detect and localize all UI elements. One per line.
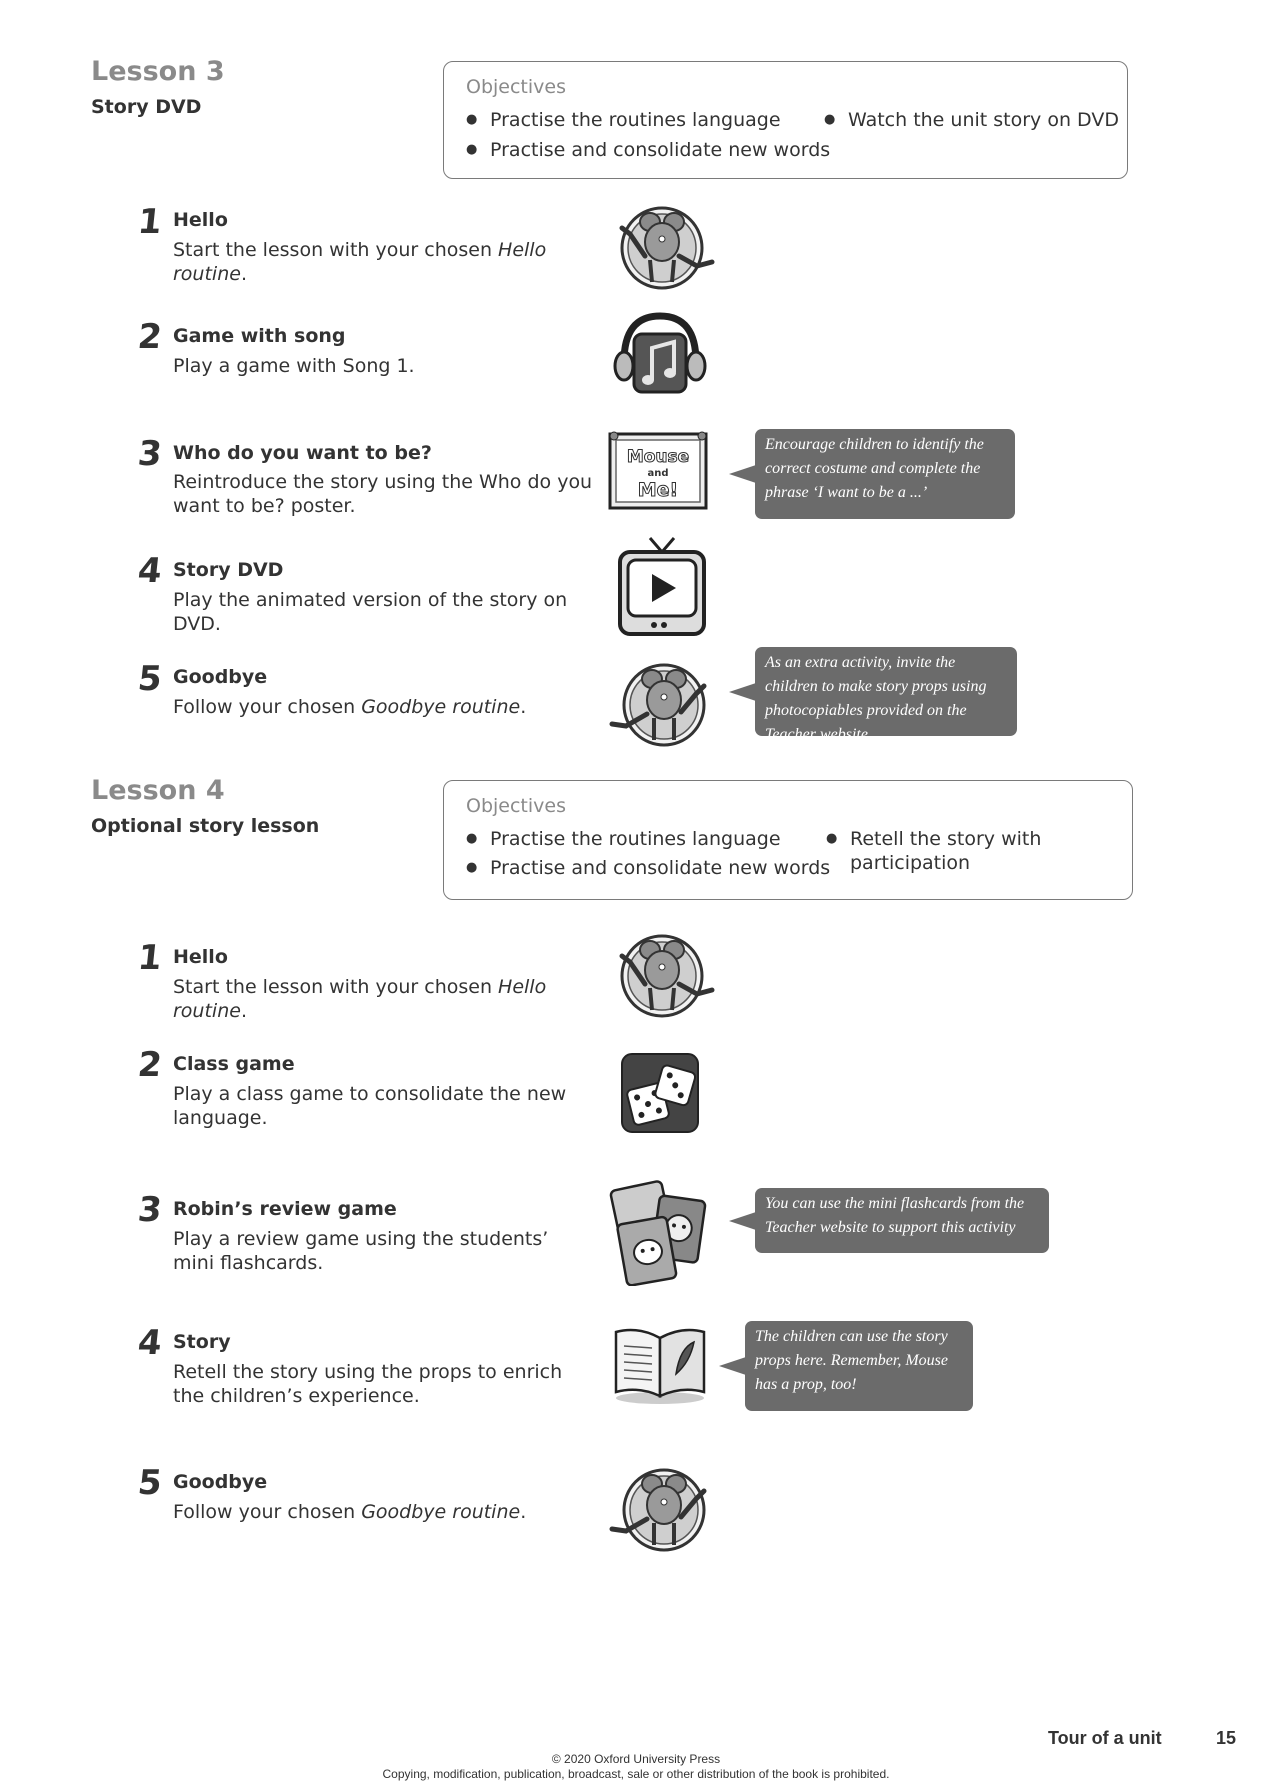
objective-item: ● Practise and consolidate new words	[466, 138, 830, 162]
lesson-4-subtitle: Optional story lesson	[91, 815, 320, 837]
flashcards-icon	[608, 1176, 712, 1286]
dice-icon	[620, 1052, 700, 1134]
teacher-tip-note: Encourage children to identify the correct costume and complete the phrase ‘I want to be a ...’	[755, 429, 1015, 519]
step-description: Play a class game to consolidate the new language.	[173, 1083, 567, 1129]
step-title: Game with song	[173, 325, 346, 347]
poster-text-line3: Me!	[637, 479, 679, 501]
step-description: Start the lesson with your chosen Hello routine.	[173, 976, 547, 1022]
step-number: 2	[135, 1045, 164, 1085]
copyright-line: © 2020 Oxford University Press	[551, 1752, 721, 1766]
step-description: Follow your chosen Goodbye routine.	[173, 696, 527, 718]
step-number: 4	[135, 551, 164, 591]
teacher-tip-note: The children can use the story props here. Remember, Mouse has a prop, too!	[745, 1321, 973, 1411]
open-book-icon	[610, 1318, 710, 1408]
step-title: Goodbye	[173, 1471, 268, 1493]
step-title: Story DVD	[173, 559, 284, 581]
step-title: Hello	[173, 209, 228, 231]
step-description: Play a review game using the students’ mini flashcards.	[173, 1228, 549, 1274]
mouse-goodbye-icon	[606, 1465, 716, 1555]
teacher-tip-note: You can use the mini flashcards from the Teacher website to support this activity	[755, 1188, 1049, 1253]
lesson-4-objectives-box	[443, 780, 1133, 900]
teacher-tip-note: As an extra activity, invite the children to make story props using photocopiables provided on the Teacher website	[755, 647, 1017, 736]
step-number: 2	[135, 317, 164, 357]
objective-item: ● Watch the unit story on DVD	[824, 108, 1119, 132]
step-title: Who do you want to be?	[173, 442, 432, 464]
headphones-music-icon	[612, 310, 708, 398]
step-title: Robin’s review game	[173, 1198, 397, 1220]
step-title: Hello	[173, 946, 228, 968]
step-description: Retell the story using the props to enrich the children’s experience.	[173, 1361, 563, 1407]
objectives-label: Objectives	[466, 795, 566, 817]
step-title: Story	[173, 1331, 231, 1353]
step-number: 3	[135, 1190, 164, 1230]
lesson-3-title: Lesson 3	[91, 56, 225, 87]
lesson-4-title: Lesson 4	[91, 775, 225, 806]
footer-copyright	[0, 1752, 1272, 1782]
step-number: 4	[135, 1323, 164, 1363]
objective-item: ● Practise and consolidate new words	[466, 856, 830, 880]
step-description: Play a game with Song 1.	[173, 355, 415, 377]
step-description: Reintroduce the story using the Who do you want to be? poster.	[173, 471, 593, 517]
footer-section-title: Tour of a unit	[1048, 1728, 1162, 1748]
objectives-label: Objectives	[466, 76, 566, 98]
tv-play-icon	[614, 534, 710, 640]
objective-item: ● Practise the routines language	[466, 827, 781, 851]
step-number: 5	[135, 1463, 164, 1503]
mouse-hello-icon	[612, 932, 722, 1020]
step-title: Goodbye	[173, 666, 268, 688]
rights-line: Copying, modification, publication, broadcast, sale or other distribution of the book is prohibited.	[382, 1767, 890, 1781]
mouse-goodbye-icon	[606, 660, 716, 750]
step-description: Play the animated version of the story on DVD.	[173, 589, 568, 635]
page-number: 15	[1216, 1728, 1237, 1748]
objective-item: ● Retell the story with participation	[826, 827, 1060, 875]
step-description: Follow your chosen Goodbye routine.	[173, 1501, 527, 1523]
objective-item: ● Practise the routines language	[466, 108, 781, 132]
step-number: 3	[135, 434, 164, 474]
lesson-3-objectives-box	[443, 61, 1128, 179]
poster-text-line1: Mouse	[626, 447, 690, 467]
step-number: 1	[135, 938, 164, 978]
step-description: Start the lesson with your chosen Hello routine.	[173, 239, 547, 285]
lesson-3-subtitle: Story DVD	[91, 96, 202, 118]
mouse-hello-icon	[612, 204, 722, 292]
mouse-and-me-poster-icon	[606, 428, 710, 512]
poster-text-line2: and	[647, 468, 669, 479]
step-number: 1	[135, 202, 164, 242]
step-number: 5	[135, 659, 164, 699]
step-title: Class game	[173, 1053, 295, 1075]
